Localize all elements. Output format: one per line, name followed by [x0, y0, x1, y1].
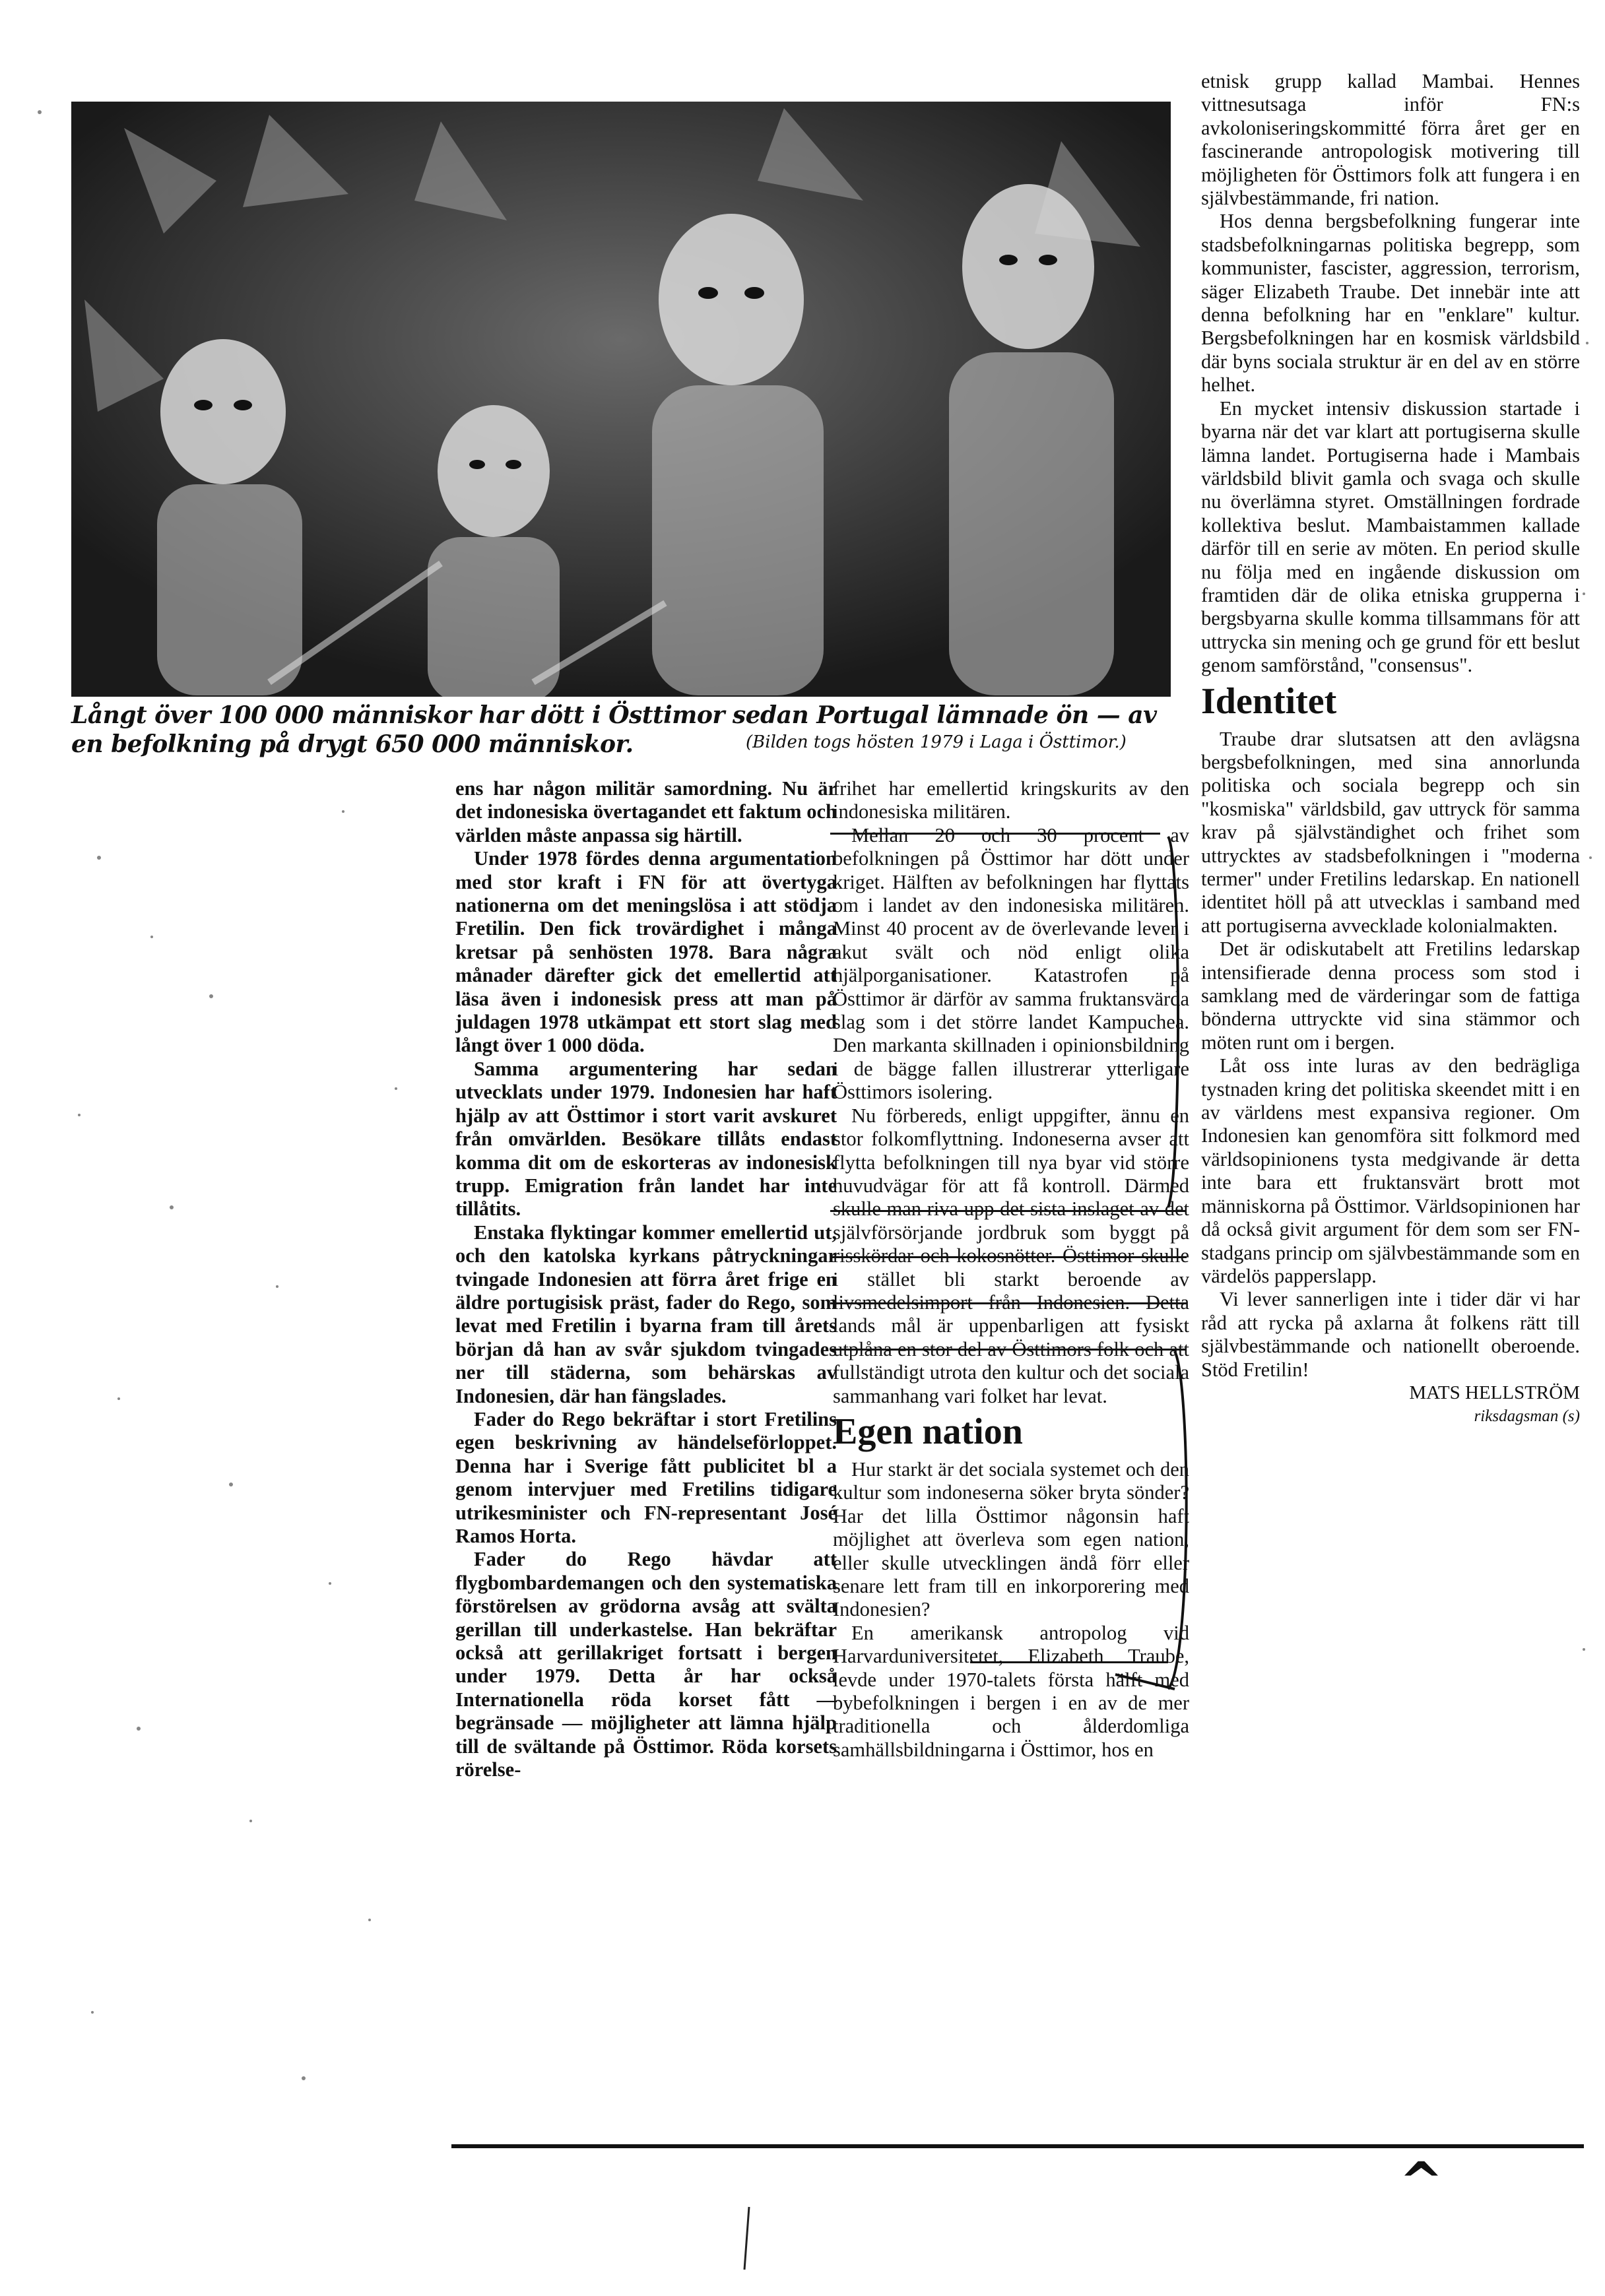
article-column-1: [455, 777, 837, 1781]
article-column-3: [1201, 70, 1580, 1428]
section-heading: Egen nation: [833, 1411, 1023, 1452]
paragraph: Låt oss inte luras av den bedrägliga tystnaden kring det politiska skeendet mitt i en av världens mest expansiva regioner. Om Indonesien kan genomföra sitt folkmord med världsopinionens tysta medgivande är detta inte bara ett fruktansvärt brott mot människorna på Östtimor. Världsopinionen har då också givit argument för dem som ser FN-stadgans princip om självbestämmande som en värdelös papperslapp.: [1201, 1054, 1580, 1287]
paragraph: Enstaka flyktingar kommer emellertid ut, och den katolska kyrkans påtryckningar tvingade Indonesien att förra året frige en äldre portugisisk präst, fader do Rego, som levat med Fretilin i byarna fram till årets början då han av svår sjukdom tvingades ner till städerna, som behärskas av Indonesien, där han fängslades.: [455, 1221, 837, 1407]
handwritten-underline: [830, 1210, 1187, 1212]
news-photo: [71, 102, 1171, 697]
paragraph: Hur starkt är det sociala systemet och den kultur som indoneserna söker bryta sönder? Har det lilla Östtimor någonsin haft möjlighet att överleva som egen nation, eller skulle utvecklingen ändå förr eller senare lett fram till en inkorporering med Indonesien?: [833, 1457, 1189, 1621]
photo-children-icon: [71, 102, 1171, 697]
handwritten-underline: [830, 833, 1160, 835]
paragraph: Fader do Rego bekräftar i stort Fretilins egen beskrivning av händelseförloppet. Denna har i Sverige fått publicitet bl a genom intervjuer med Fretilins tidigare utrikesminister och FN-representant José Ramos Horta.: [455, 1407, 837, 1547]
paragraph: Vi lever sannerligen inte i tider där vi har råd att rycka på axlarna åt folkens rätt till självbestämmande och nationellt oberoende. Stöd Fretilin!: [1201, 1288, 1580, 1381]
handwritten-underline: [830, 1256, 1187, 1258]
paragraph: Mellan 20 och 30 procent av befolkningen på Östtimor har dött under kriget. Hälften av befolkningen har flyttats om i landet av den indonesiska militären. Minst 40 procent av de överlevande lever i akut svält och nöd enligt olika hjälporganisationer. Katastrofen på Östtimor är därför av samma fruktansvärda slag som i det större landet Kampuchea. Den markanta skillnaden i opinionsbildning i de bägge fallen illustrerar ytterligare Östtimors isolering.: [833, 823, 1189, 1104]
paragraph: Det är odiskutabelt att Fretilins ledarskap intensifierade denna process som stod i samklang med de värderingar som de fattiga bönderna uttryckte vid sina stämmor och möten runt om i bergen.: [1201, 938, 1580, 1054]
article-column-2: [833, 777, 1189, 1762]
paragraph: Samma argumentering har sedan utvecklats under 1979. Indonesien har haft hjälp av att Östtimor i stort varit avskuret från omvärlden. Besökare tillåts endast komma dit om de eskorteras av indonesisk trupp. Emigration från landet har inte tillåtits.: [455, 1057, 837, 1221]
paragraph: En mycket intensiv diskussion startade i byarna när det var klart att portugiserna skulle lämna landet. Portugiserna hade i Mambais världsbild blivit gamla och svaga och skulle nu överlämna styret. Omställningen fordrade kollektiva beslut. Mambaistammen kallade därför till en serie av möten. En period skulle nu följa med en ingående diskussion om framtiden där de olika etniska grupperna i bergsbyarna skulle komma tillsammans för att uttrycka sin mening och ge grund för ett beslut genom samförstånd, "consensus".: [1201, 397, 1580, 677]
handwritten-mark: ^: [1399, 2151, 1444, 2212]
bottom-rule: [451, 2144, 1584, 2148]
handwritten-underline: [970, 1661, 1168, 1663]
paragraph: frihet har emellertid kringskurits av den indonesiska militären.: [833, 777, 1189, 823]
paragraph: Nu förbereds, enligt uppgifter, ännu en stor folkomflyttning. Indoneserna avser att flytta befolkningen till nya byar vid större huvudvägar för att få kontroll. Därmed skulle man riva upp det sista inslaget av det självförsörjande jordbruk som byggt på risskördar och kokosnötter. Östtimor skulle i stället bli starkt beroende av livsmedelsimport från Indonesien. Detta lands mål är uppenbarligen att fysiskt utplåna en stor del av Östtimors folk och att fullständigt utrota den kultur och det sociala sammanhang vari folket har levat.: [833, 1104, 1189, 1407]
photo-credit: (Bilden togs hösten 1979 i Laga i Östtimor.): [746, 732, 1127, 752]
handwritten-underline: [830, 1302, 1187, 1304]
paragraph: Fader do Rego hävdar att flygbombardemangen och den systematiska förstörelsen av grödorna avsåg att svälta gerillan till underkastelse. Han bekräftar också att gerillakriget fortsatt i bergen under 1979. Detta år har också Internationella röda korset fått — begränsade — möjligheter att lämna hjälp till de svältande på Östtimor. Röda korsets rörelse-: [455, 1548, 837, 1781]
section-heading: Identitet: [1201, 680, 1337, 722]
paragraph: Traube drar slutsatsen att den avlägsna bergsbefolkningen, med sina annorlunda politiska och sociala begrepp och sin "kosmiska" världsbild, gav uttryck för samma krav på självständighet och frihet som uttrycktes av stadsbefolkningen i "moderna termer" under Fretilins ledarskap. En nationell identitet höll på att utvecklas i samband med att portugiserna avvecklade kolonialmakten.: [1201, 727, 1580, 937]
paragraph: ens har någon militär samordning. Nu är det indonesiska övertagandet ett faktum och världen måste anpassa sig härtill.: [455, 777, 837, 846]
paragraph: etnisk grupp kallad Mambai. Hennes vittnesutsaga inför FN:s avkoloniseringskommitté förra året ger en fascinerande antropologisk motivering till möjligheten för Östtimors folk att fungera i en självbestämmande, fri nation.: [1201, 70, 1580, 210]
author-signature: MATS HELLSTRÖM: [1409, 1382, 1580, 1403]
paragraph: Under 1978 fördes denna argumentation med stor kraft i FN för att övertyga nationerna om det meningslösa i att stödja Fretilin. Den fick trovärdighet i många kretsar på senhösten 1978. Bara några månader därefter gick det emellertid att läsa även i indonesisk press att man på juldagen 1978 utkämpat ett stort slag med långt över 1 000 döda.: [455, 847, 837, 1057]
photo-caption: Långt över 100 000 människor har dött i Östtimor sedan Portugal lämnade ön — av en befolkning på drygt 650 000 människor.: [71, 701, 1157, 758]
paragraph: En amerikansk antropolog vid Harvarduniversitetet, Elizabeth Traube, levde under 1970-talets första hälft med bybefolkningen i bergen i en av de mer traditionella och ålderdomliga samhällsbildningarna i Östtimor, hos en: [833, 1621, 1189, 1761]
paragraph: Hos denna bergsbefolkning fungerar inte stadsbefolkningarnas politiska begrepp, som kommunister, fascister, aggression, terrorism, säger Elizabeth Traube. Det innebär inte att denna befolkning har en "enklare" kultur. Bergsbefolkningen har en kosmisk världsbild där byns sociala struktur är en del av en större helhet.: [1201, 210, 1580, 397]
handwritten-underline: [830, 1349, 1187, 1351]
author-title: riksdagsman (s): [1474, 1407, 1580, 1426]
